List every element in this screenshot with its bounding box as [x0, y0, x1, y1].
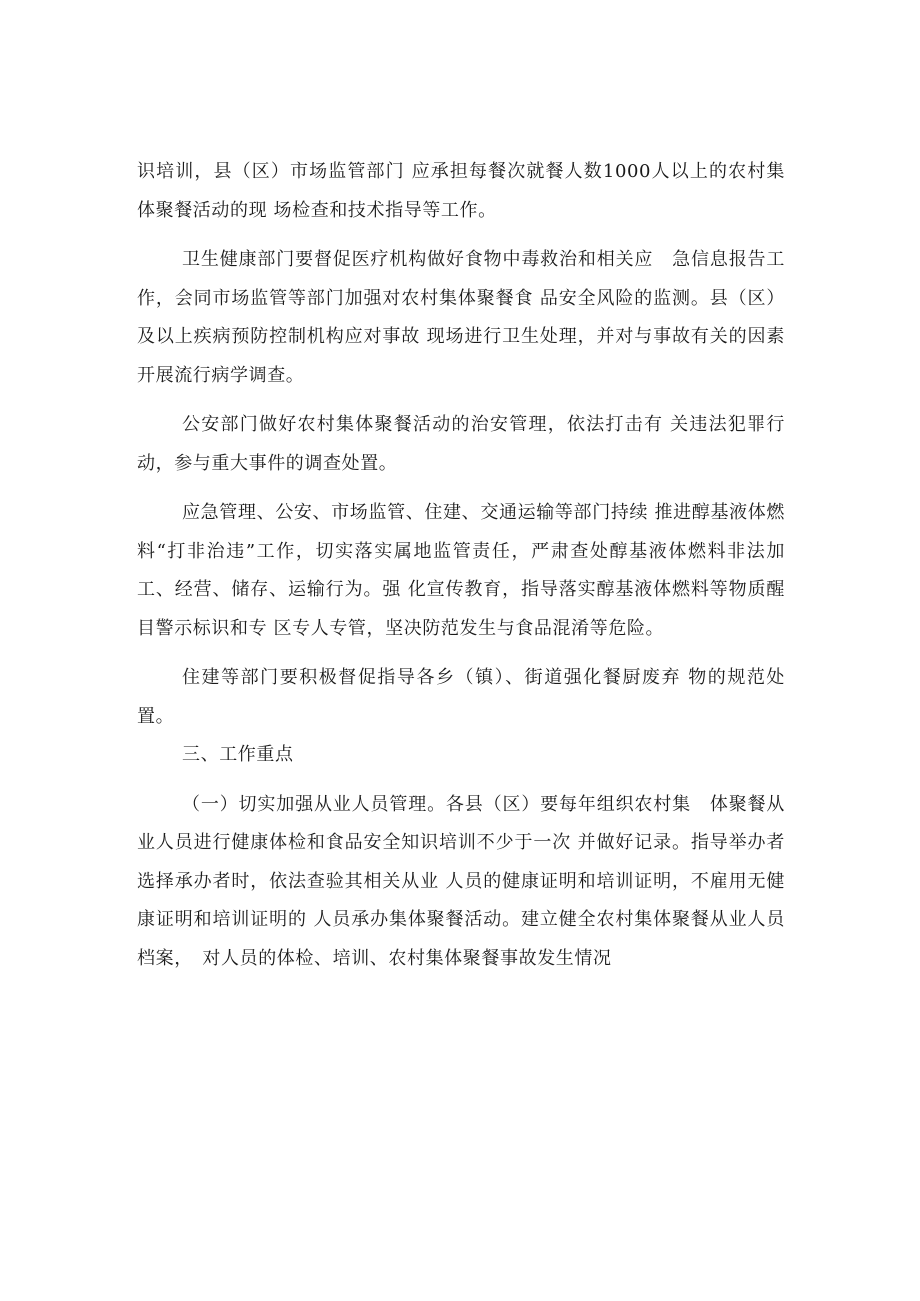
- document-body: [137, 153, 785, 978]
- paragraph-housing-construction: 住建等部门要积极督促指导各乡（镇）、街道强化餐厨废弃 物的规范处置。: [137, 667, 785, 727]
- section-heading: 三、工作重点: [182, 744, 294, 765]
- paragraph-continuation: 识培训，县（区）市场监管部门 应承担每餐次就餐人数1000人以上的农村集体聚餐活动的现 场检查和技术指导等工作。: [137, 161, 785, 221]
- paragraph-emergency-management: 应急管理、公安、市场监管、住建、交通运输等部门持续 推进醇基液体燃料“打非治违”工作，切实落实属地监管责任，严肃查处醇基液体燃料非法加工、经营、储存、运输行为。强 化宣传教育，指导落实醇基液体燃料等物质醒目警示标识和专 区专人专管，坚决防范发生与食品混淆等危险。: [137, 502, 785, 639]
- paragraph-staff-management: （一）切实加强从业人员管理。各县（区）要每年组织农村集 体聚餐从业人员进行健康体检和食品安全知识培训不少于一次 并做好记录。指导举办者选择承办者时，依法查验其相关从业 人员的健康证明和培训证明，不雇用无健康证明和培训证明的 人员承办集体聚餐活动。建立健全农村集体聚餐从业人员档案， 对人员的体检、培训、农村集体聚餐事故发生情况: [137, 793, 785, 969]
- paragraph-health-department: 卫生健康部门要督促医疗机构做好食物中毒救治和相关应 急信息报告工作，会同市场监管等部门加强对农村集体聚餐食 品安全风险的监测。县（区）及以上疾病预防控制机构应对事故 现场进行卫生处理，并对与事故有关的因素开展流行病学调查。: [137, 249, 785, 386]
- paragraph-public-security: 公安部门做好农村集体聚餐活动的治安管理，依法打击有 关违法犯罪行动，参与重大事件的调查处置。: [137, 414, 785, 474]
